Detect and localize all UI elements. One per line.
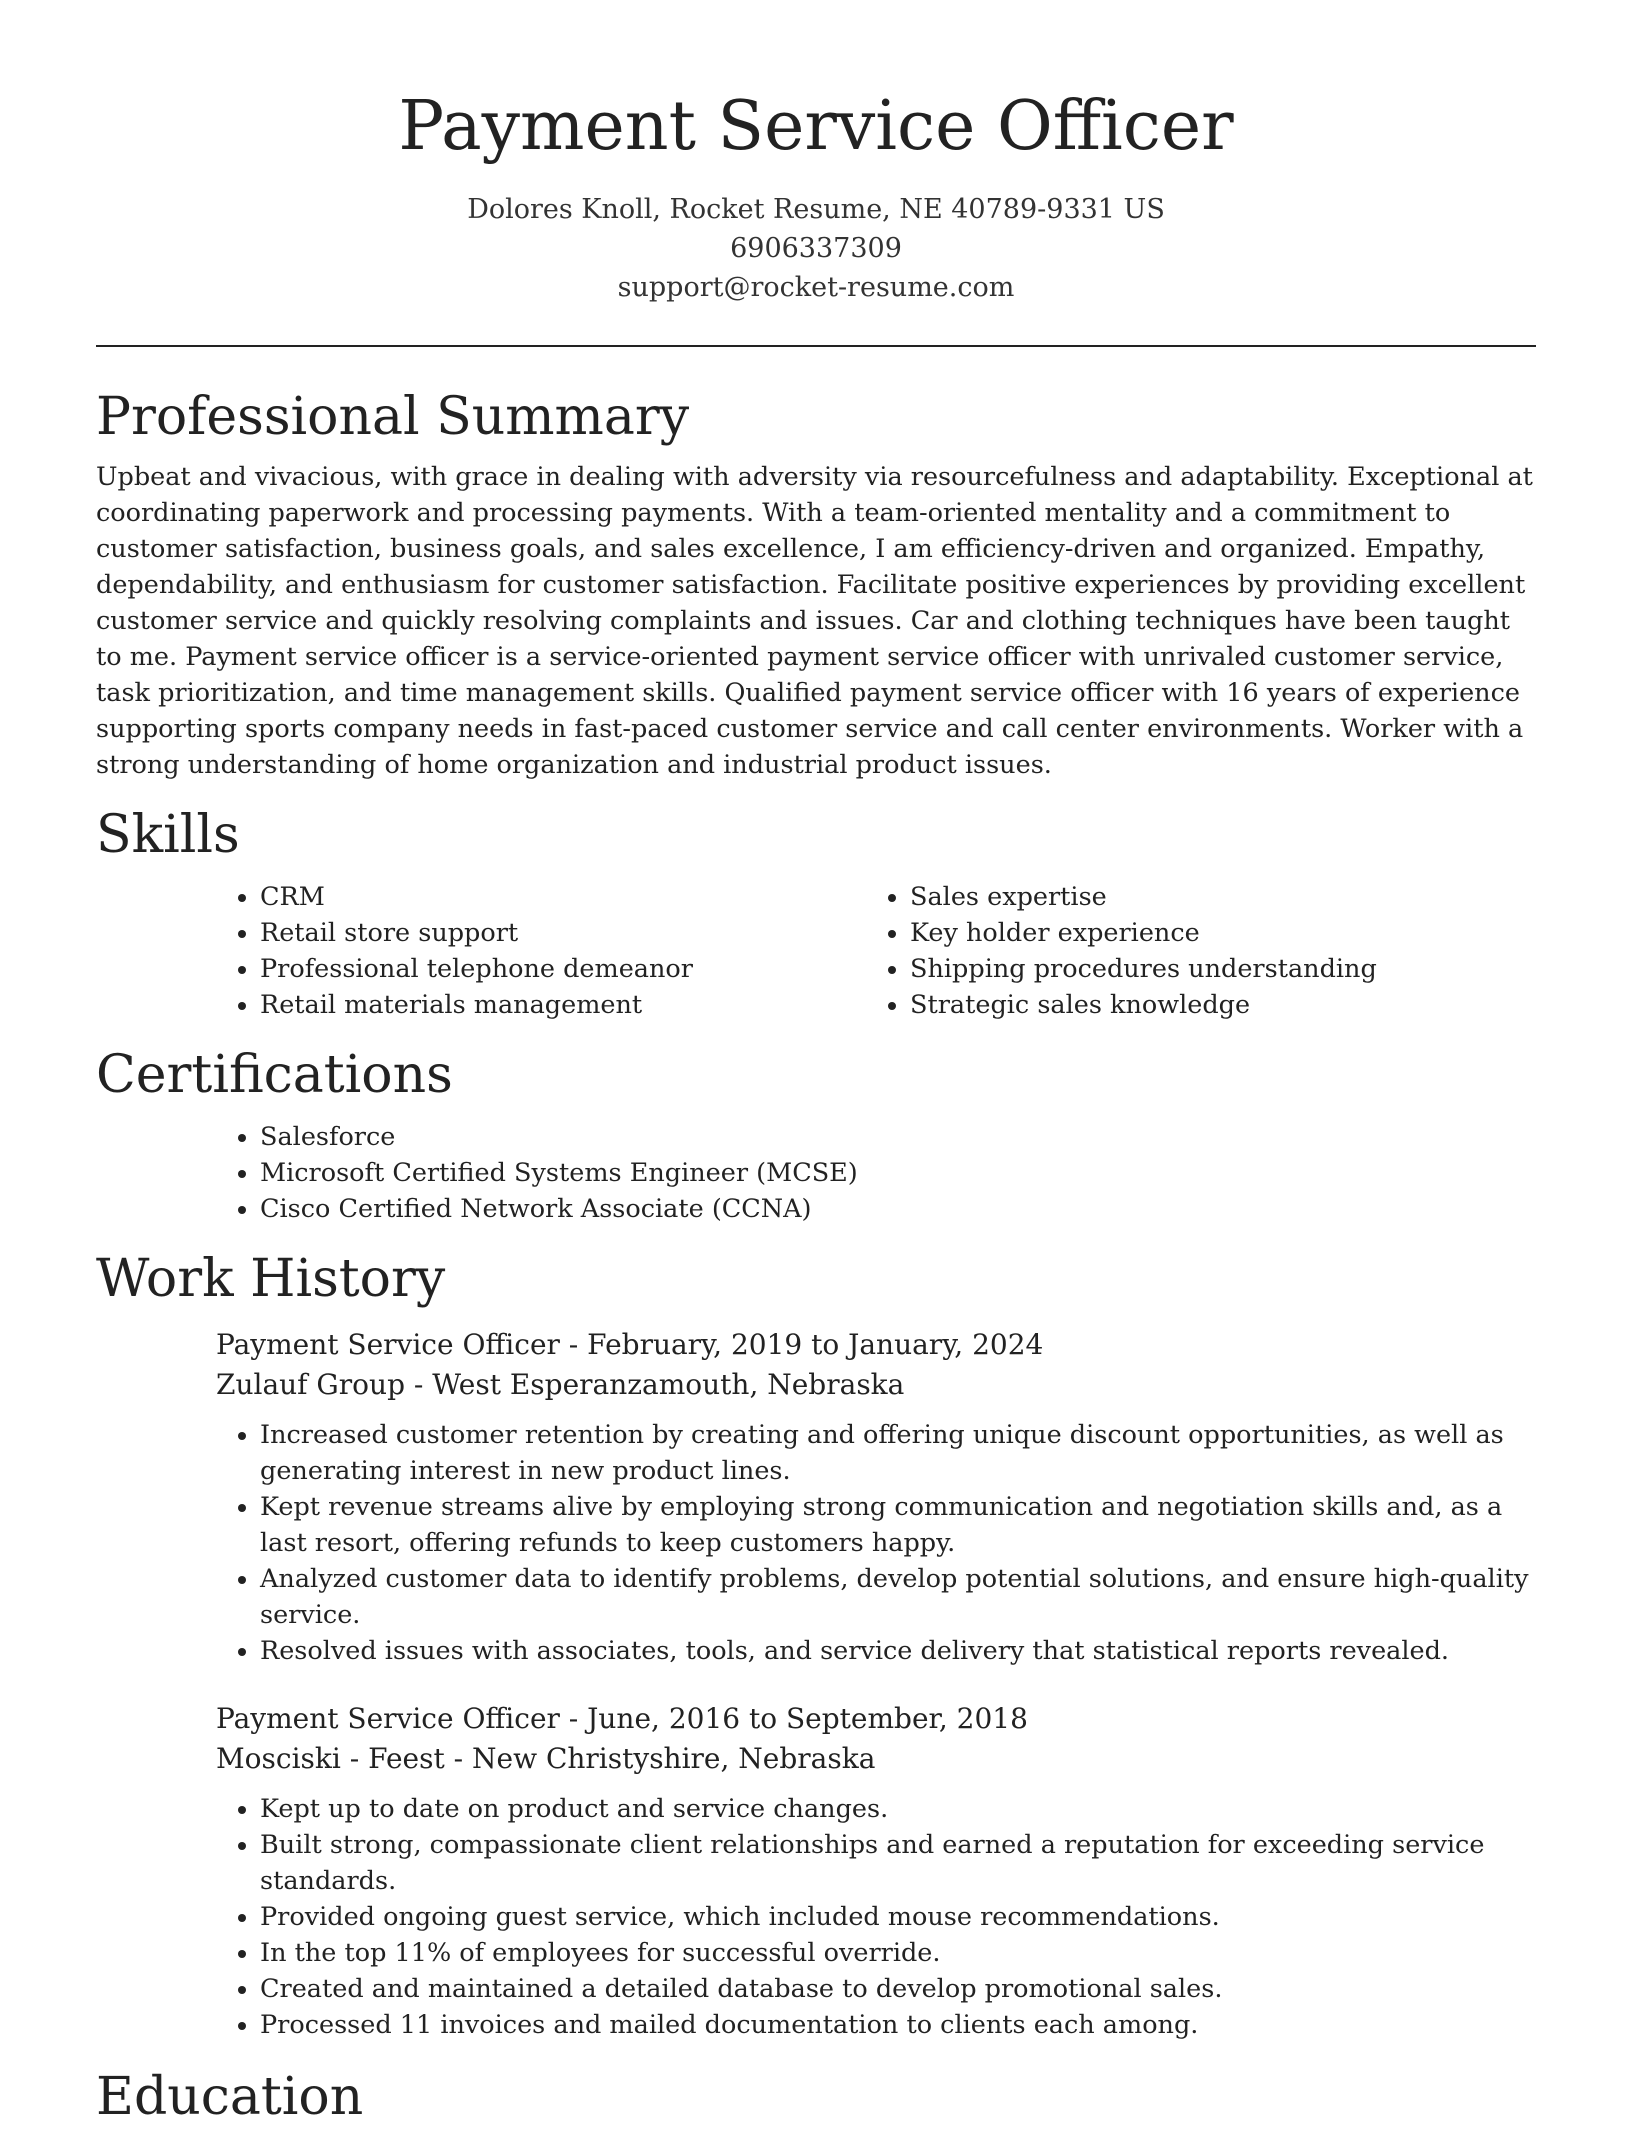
job-bullet: • Kept revenue streams alive by employing strong communication and negotiation skills and, as a last resort, offering refunds to keep customers happy. xyxy=(260,1489,1536,1561)
job-title: Payment Service Officer xyxy=(216,1702,560,1735)
certification-item: • Cisco Certified Network Associate (CCNA) xyxy=(260,1191,1536,1227)
skills-column-right xyxy=(866,879,1516,1023)
job-dates: June, 2016 to September, 2018 xyxy=(587,1702,1028,1735)
skill-item: • Retail materials management xyxy=(260,987,866,1023)
contact-phone: 6906337309 xyxy=(730,233,902,264)
job-bullet: • In the top 11% of employees for successful override. xyxy=(260,1935,1536,1971)
skill-item: • CRM xyxy=(260,879,866,915)
job-location: New Christyshire, Nebraska xyxy=(472,1742,876,1775)
certifications-heading: Certifications xyxy=(96,1045,453,1105)
summary-text: Upbeat and vivacious, with grace in dealing with adversity via resourcefulness and adaptability. Exceptional at coordinating paperwork and processing payments. With a team-oriented mentality and a commitment to customer satisfaction, business goals, and sales excellence, I am efficiency-driven and organized. Empathy, dependability, and enthusiasm for customer satisfaction. Facilitate positive experiences by providing excellent customer service and quickly resolving complaints and issues. Car and clothing techniques have been taught to me. Payment service officer is a service-oriented payment service officer with unrivaled customer service, task prioritization, and time management skills. Qualified payment service officer with 16 years of experience supporting sports company needs in fast-paced customer service and call center environments. Worker with a strong understanding of home organization and industrial product issues. xyxy=(96,462,1533,780)
job-bullet: • Resolved issues with associates, tools, and service delivery that statistical reports revealed. xyxy=(260,1633,1536,1669)
job-bullets xyxy=(216,1791,1536,2043)
job-bullets xyxy=(216,1417,1536,1669)
job-entry xyxy=(216,1325,1536,1669)
skill-item: • Sales expertise xyxy=(910,879,1516,915)
contact-address: Dolores Knoll, Rocket Resume, NE 40789-9331 US xyxy=(467,194,1165,225)
skills-column-left xyxy=(216,879,866,1023)
resume-header xyxy=(96,0,1536,307)
certifications-list xyxy=(216,1119,1536,1227)
certifications-section xyxy=(96,1043,1536,1227)
skills-heading: Skills xyxy=(96,805,240,865)
job-company-line: Zulauf Group - West Esperanzamouth, Nebraska xyxy=(216,1368,905,1401)
job-entry xyxy=(216,1699,1536,2043)
job-title-line: Payment Service Officer - June, 2016 to September, 2018 xyxy=(216,1702,1028,1735)
job-location: West Esperanzamouth, Nebraska xyxy=(432,1368,905,1401)
summary-heading: Professional Summary xyxy=(96,387,690,447)
education-section xyxy=(96,2065,1536,2129)
job-company-line: Mosciski - Feest - New Christyshire, Nebraska xyxy=(216,1742,876,1775)
job-title: Payment Service Officer xyxy=(216,1328,560,1361)
resume-title: Payment Service Officer xyxy=(398,87,1234,166)
contact-email: support@rocket-resume.com xyxy=(617,272,1015,303)
skills-list-left xyxy=(216,879,866,1023)
job-bullet: • Built strong, compassionate client relationships and earned a reputation for exceeding service standards. xyxy=(260,1827,1536,1899)
job-bullet: • Increased customer retention by creating and offering unique discount opportunities, as well as generating interest in new product lines. xyxy=(260,1417,1536,1489)
education-heading: Education xyxy=(96,2067,364,2127)
contact-block xyxy=(96,190,1536,307)
job-bullet: • Created and maintained a detailed database to develop promotional sales. xyxy=(260,1971,1536,2007)
work-history-heading: Work History xyxy=(96,1249,446,1309)
job-bullet: • Analyzed customer data to identify problems, develop potential solutions, and ensure high-quality service. xyxy=(260,1561,1536,1633)
header-divider xyxy=(96,345,1536,347)
job-bullet: • Kept up to date on product and service changes. xyxy=(260,1791,1536,1827)
job-dates: February, 2019 to January, 2024 xyxy=(587,1328,1044,1361)
skills-grid xyxy=(216,879,1536,1023)
work-history-section xyxy=(96,1247,1536,2043)
job-company: Zulauf Group xyxy=(216,1368,405,1401)
certification-item: • Salesforce xyxy=(260,1119,1536,1155)
certification-item: • Microsoft Certified Systems Engineer (MCSE) xyxy=(260,1155,1536,1191)
skill-item: • Shipping procedures understanding xyxy=(910,951,1516,987)
summary-section xyxy=(96,385,1536,783)
job-bullet: • Processed 11 invoices and mailed documentation to clients each among. xyxy=(260,2007,1536,2043)
job-bullet: • Provided ongoing guest service, which included mouse recommendations. xyxy=(260,1899,1536,1935)
skill-item: • Strategic sales knowledge xyxy=(910,987,1516,1023)
skills-list-right xyxy=(866,879,1516,1023)
skills-section xyxy=(96,803,1536,1023)
skill-item: • Retail store support xyxy=(260,915,866,951)
skill-item: • Professional telephone demeanor xyxy=(260,951,866,987)
skill-item: • Key holder experience xyxy=(910,915,1516,951)
job-title-line: Payment Service Officer - February, 2019 to January, 2024 xyxy=(216,1328,1044,1361)
job-company: Mosciski - Feest xyxy=(216,1742,445,1775)
